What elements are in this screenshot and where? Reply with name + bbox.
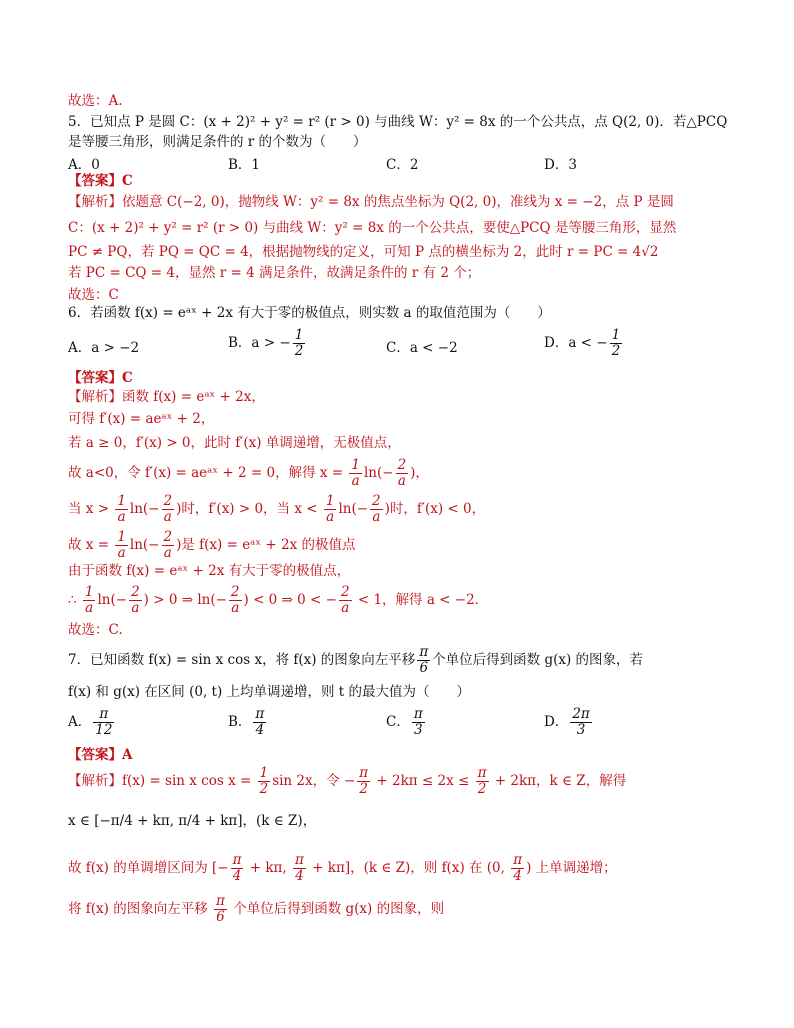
q6-solution-line2: 可得 f′(x) = aeᵃˣ + 2， — [68, 411, 215, 427]
q6-solution-line5: 当 x > $\frac{1}{a}$ ln(− $\frac{2}{a}$ )时，f′(x) > 0，当 x < $\frac{1}{a}$ ln(− $\frac{2}{a}$ )时，f′(x) < 0， — [68, 493, 486, 525]
q5-stem-line2: 是等腰三角形，则满足条件的 r 的个数为（ ） — [68, 134, 367, 150]
q5-solution-line1: 【解析】依题意 C(−2, 0)，抛物线 W：y² = 8x 的焦点坐标为 Q(2, 0)，准线为 x = −2，点 P 是圆 — [68, 194, 674, 210]
q7-solution-line3: 故 f(x) 的单调增区间为 [− $\frac{\pi}{4}$ + kπ, $\frac{\pi}{4}$ + kπ]，(k ∈ Z)，则 f(x) 在 (0, $\frac{\pi}{4}$ ) 上单调递增； — [68, 852, 617, 884]
q4-conclusion: 故选：A. — [68, 93, 123, 109]
q7-solution-line4: 将 f(x) 的图象向左平移 $\frac{\pi}{6}$ 个单位后得到函数 g(x) 的图象，则 — [68, 893, 445, 925]
q5-solution-line4: 若 PC = CQ = 4，显然 r = 4 满足条件，故满足条件的 r 有 2 个； — [68, 265, 481, 281]
q6-option-a: A．a > −2 — [68, 340, 140, 356]
q7-answer: 【答案】A — [68, 747, 133, 763]
q6-stem: 6．若函数 f(x) = eᵃˣ + 2x 有大于零的极值点，则实数 a 的取值范围为（ ） — [68, 305, 551, 321]
q7-solution-line2: x ∈ [−π/4 + kπ, π/4 + kπ]，(k ∈ Z)， — [68, 813, 317, 829]
q6-conclusion: 故选：C. — [68, 622, 123, 638]
q6-solution-line8: ∴ $\frac{1}{a}$ ln(− $\frac{2}{a}$ ) > 0 ⇒ ln(− $\frac{2}{a}$ ) < 0 ⇒ 0 < − $\frac{2}{a}$ < 1，解得 a < −2． — [68, 584, 489, 616]
q6-solution-line4: 故 a<0，令 f′(x) = aeᵃˣ + 2 = 0，解得 x = $\frac{1}{a}$ ln(− $\frac{2}{a}$ )， — [68, 457, 429, 489]
q6-solution-line7: 由于函数 f(x) = eᵃˣ + 2x 有大于零的极值点， — [68, 563, 351, 579]
q5-option-d: D．3 — [544, 157, 577, 173]
q5-answer: 【答案】C — [68, 173, 133, 189]
q7-solution-line1: 【解析】f(x) = sin x cos x = $\frac{1}{2}$ sin 2x，令 − $\frac{\pi}{2}$ + 2kπ ≤ 2x ≤ $\frac{\pi}{2}$ + 2kπ，k ∈ Z，解得 — [68, 765, 627, 797]
q5-option-a: A．0 — [68, 157, 100, 173]
q6-solution-line1: 【解析】函数 f(x) = eᵃˣ + 2x， — [68, 389, 265, 405]
q6-option-b: B．a > − $\frac{1}{2}$ — [228, 327, 304, 359]
q6-answer: 【答案】C — [68, 370, 133, 386]
q5-stem-line1: 5．已知点 P 是圆 C：(x + 2)² + y² = r² (r > 0) 与曲线 W：y² = 8x 的一个公共点，点 Q(2, 0)．若△PCQ — [68, 114, 728, 130]
q6-options — [68, 328, 733, 364]
q6-solution-line6: 故 x = $\frac{1}{a}$ ln(− $\frac{2}{a}$ )是 f(x) = eᵃˣ + 2x 的极值点 — [68, 529, 356, 561]
q5-solution-line3: PC ≠ PQ，若 PQ = QC = 4，根据抛物线的定义，可知 P 点的横坐标为 2，此时 r = PC = 4√2 — [68, 244, 659, 260]
q7-option-b: B． $\frac{\pi}{4}$ — [228, 706, 265, 738]
q7-options — [68, 707, 733, 743]
q5-option-c: C．2 — [386, 157, 419, 173]
q7-option-c: C． $\frac{\pi}{3}$ — [386, 706, 423, 738]
q5-option-b: B．1 — [228, 157, 261, 173]
q7-option-d: D． $\frac{2\pi}{3}$ — [544, 706, 590, 738]
q7-option-a: A． $\frac{\pi}{12}$ — [68, 706, 113, 738]
q6-solution-line3: 若 a ≥ 0，f′(x) > 0，此时 f′(x) 单调递增，无极值点， — [68, 435, 401, 451]
q6-option-d: D．a < − $\frac{1}{2}$ — [544, 327, 621, 359]
q6-option-c: C．a < −2 — [386, 340, 458, 356]
q5-conclusion: 故选：C — [68, 287, 119, 303]
q7-stem-line2: f(x) 和 g(x) 在区间 (0, t) 上均单调递增，则 t 的最大值为（ ） — [68, 684, 471, 700]
q7-stem-line1: 7．已知函数 f(x) = sin x cos x，将 f(x) 的图象向左平移 $\frac{\pi}{6}$ 个单位后得到函数 g(x) 的图象，若 — [68, 644, 644, 676]
q5-solution-line2: C：(x + 2)² + y² = r² (r > 0) 与曲线 W：y² = 8x 的一个公共点，要使△PCQ 是等腰三角形，显然 — [68, 220, 677, 236]
